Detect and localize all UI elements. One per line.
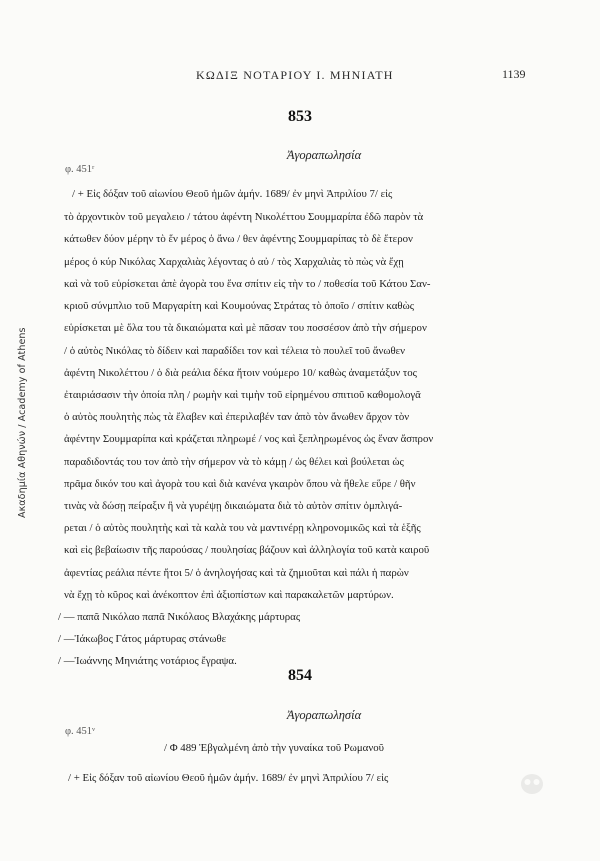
body-line: παραδιδοντάς του τον ἀπὸ τὴν σήμερον νὰ τὸ κάμῃ / ὡς θέλει καὶ βούλεται ὡς	[64, 456, 404, 468]
page-number: 1139	[502, 67, 526, 81]
body-line: τὸ ἀρχοντικὸν τοῦ μεγαλειο / τάτου ἀφέντη Νικολέττου Σουμμαρίπα ἐδῶ παρὸν τὰ	[64, 211, 424, 223]
running-header-title: ΚΩΔΙΞ ΝΟΤΑΡΙΟΥ Ι. ΜΗΝΙΑΤΗ	[196, 68, 394, 82]
body-line: καὶ εἰς βεβαίωσιν τῆς παρούσας / πουλησίας βάζουν καὶ ἀλληλογία τοῦ κατὰ καιροῦ	[64, 544, 430, 556]
body-line: κριοῦ σύνμπλιο τοῦ Μαργαρίτη καὶ Κουμούνας Στράτας τὸ ὁποῖο / σπίτιν καθὼς	[64, 300, 414, 312]
body-line: ἐταιριάσασιν τὴν ὁποία πλη / ρωμὴν καὶ τιμὴν τοῦ εἰρημένου σπιτιοῦ καθομολογᾶ	[64, 389, 421, 401]
signature-line: / —Ἰάκωβος Γάτος μάρτυρας στάνωθε	[58, 633, 227, 645]
body-line: μέρος ὁ κύρ Νικόλας Χαρχαλιὰς λέγοντας ὁ αὐ / τὸς Χαρχαλιὰς τὸ πὼς νὰ ἔχῃ	[64, 256, 404, 268]
folio-marker-853: φ. 451ʳ	[65, 164, 95, 175]
body-line: / + Εἰς δόξαν τοῦ αἰωνίου Θεοῦ ἡμῶν ἀμήν. 1689/ ἐν μηνὶ Ἀπριλίου 7/ εἰς	[72, 188, 393, 200]
body-line: καὶ νὰ τοῦ εὑρίσκεται ἀπὲ ἀγορὰ του ἕνα σπίτιν εἰς τὴν το / ποθεσία τοῦ Κάτου Σαν-	[64, 278, 431, 290]
body-line: ἀφέντην Σουμμαρίπα καὶ κράζεται πληρωμέ / νος καὶ ξεπληρωμένος ὡς ἕναν ἄσπρον	[64, 433, 434, 445]
owl-watermark-icon	[512, 770, 552, 796]
body-line: / + Εἰς δόξαν τοῦ αἰωνίου Θεοῦ ἡμῶν ἀμήν. 1689/ ἐν μηνὶ Ἀπριλίου 7/ εἰς	[68, 772, 389, 784]
body-line: / ὁ αὐτὸς Νικόλας τὸ δίδειν καὶ παραδίδει τον καὶ τέλεια τὸ πουλεῖ τοῦ ἄνωθεν	[64, 345, 406, 357]
folio-marker-854: φ. 451ᵛ	[65, 726, 96, 737]
document-page: Ακαδημία Αθηνών / Academy of Athens ΚΩΔΙΞ ΝΟΤΑΡΙΟΥ Ι. ΜΗΝΙΑΤΗ 1139 853 Ἀγοραπωλησία φ. 451ʳ / + Εἰς δόξαν τοῦ αἰωνίου Θεοῦ ἡμῶν ἀμήν. 1689/ ἐν μηνὶ Ἀπριλίου 7/ εἰς τὸ ἀρχοντικὸν τοῦ μεγαλειο / τάτου ἀφέντη Νικολέττου Σουμμαρίπα ἐδῶ παρὸν τὰ κάτωθεν δύον μέρην τὸ ἕν μέρος ὁ ἄνω / θεν ἀφέντης Σουμμαρίπας τὸ δὲ ἕτερον μέρος ὁ κύρ Νικόλας Χαρχαλιὰς λέγοντας ὁ αὐ / τὸς Χαρχαλιὰς τὸ πὼς νὰ ἔχῃ καὶ νὰ τοῦ εὑρίσκεται ἀπὲ ἀγορὰ του ἕνα σπίτιν εἰς τὴν το / ποθεσία τοῦ Κάτου Σαν- κριοῦ σύνμπλιο τοῦ Μαργαρίτη καὶ Κουμούνας Στράτας τὸ ὁποῖο / σπίτιν καθὼς εὑρίσκεται μὲ ὅλα του τὰ δικαιώματα καὶ μὲ πᾶσαν του ποσσέσον ἀπὸ τὴν σήμερον / ὁ αὐτὸς Νικόλας τὸ δίδειν καὶ παραδίδει τον καὶ τέλεια τὸ πουλεῖ τοῦ ἄνωθεν ἀφέντη Νικολέττου / ὁ διὰ ρεάλια δέκα ἤτοιν νούμερο 10/ καθὼς ἀναμετάξυν τος ἐταιριάσασιν τὴν ὁποία πλη / ρωμὴν καὶ τιμὴν τοῦ εἰρημένου σπιτιοῦ καθομολογᾶ ὁ αὐτὸς πουλητὴς πὼς τὰ ἔλαβεν καὶ ἐπεριλαβέν ταν ἀπὸ τὸν ἄνωθεν ἄρχον τὸν ἀφέντην Σουμμαρίπα καὶ κράζεται πληρωμέ / νος καὶ ξεπληρωμένος ὡς ἕναν ἄσπρον παραδιδοντάς του τον ἀπὸ τὴν σήμερον νὰ τὸ κάμῃ / ὡς θέλει καὶ βούλεται ὡς πρᾶμα δικόν του καὶ ἀγορὰ του καὶ διὰ κανένα γκαιρὸν ὅπου νὰ ἤθελε εὕρε / θῆν τινὰς νὰ δώσῃ πείραξιν ἢ νὰ γυρέψῃ δικαιώματα διὰ τὸ αὐτὸν σπίτιν ὀμπλιγά- ρεται / ὁ αὐτὸς πουλητὴς καὶ τὰ καλὰ του νὰ μαντινέρῃ κληρονομικῶς καὶ τὰ ἑξῆς καὶ εἰς βεβαίωσιν τῆς παρούσας / πουλησίας βάζουν καὶ ἀλληλογία τοῦ κατὰ καιροῦ ἀφεντίας ρεάλια πέντε ἤτοι 5/ ὁ ἀνηλογήσας καὶ τὰ ζημιοῦται καὶ πάλι ἡ παρὼν νὰ ἔχῃ τὸ κῦρος καὶ ἀνέκοπτον ἐπὶ ἀξιοπίστων καὶ παρακαλετῶν μαρτύρων. / — παπᾶ Νικόλαο παπᾶ Νικόλαος Βλαχάκης μάρτυρας / —Ἰάκωβος Γάτος μάρτυρας στάνωθε / —Ἰωάννης Μηνιάτης νοτάριος ἔγραψα. 854 Ἀγοραπωλησία φ. 451ᵛ / Φ 489 Ἐβγαλμένη ἀπὸ τὴν γυναίκα τοῦ Ρωμανοῦ / + Εἰς δόξαν τοῦ αἰωνίου Θεοῦ ἡμῶν ἀμήν. 1689/ ἐν μηνὶ Ἀπριλίου 7/ εἰς	[0, 0, 600, 861]
signature-line: / —Ἰωάννης Μηνιάτης νοτάριος ἔγραψα.	[58, 655, 237, 667]
extraction-note-854: / Φ 489 Ἐβγαλμένη ἀπὸ τὴν γυναίκα τοῦ Ρωμανοῦ	[164, 742, 384, 754]
body-line: τινὰς νὰ δώσῃ πείραξιν ἢ νὰ γυρέψῃ δικαιώματα διὰ τὸ αὐτὸν σπίτιν ὀμπλιγά-	[64, 500, 403, 512]
body-line: ρεται / ὁ αὐτὸς πουλητὴς καὶ τὰ καλὰ του νὰ μαντινέρῃ κληρονομικῶς καὶ τὰ ἑξῆς	[64, 522, 421, 534]
body-line: ἀφέντη Νικολέττου / ὁ διὰ ρεάλια δέκα ἤτοιν νούμερο 10/ καθὼς ἀναμετάξυν τος	[64, 367, 417, 379]
body-line: εὑρίσκεται μὲ ὅλα του τὰ δικαιώματα καὶ μὲ πᾶσαν του ποσσέσον ἀπὸ τὴν σήμερον	[64, 322, 427, 334]
body-line: κάτωθεν δύον μέρην τὸ ἕν μέρος ὁ ἄνω / θεν ἀφέντης Σουμμαρίπας τὸ δὲ ἕτερον	[64, 233, 413, 245]
body-line: ἀφεντίας ρεάλια πέντε ἤτοι 5/ ὁ ἀνηλογήσας καὶ τὰ ζημιοῦται καὶ πάλι ἡ παρὼν	[64, 567, 409, 579]
document-heading-854: Ἀγοραπωλησία	[286, 708, 362, 722]
document-number-854: 854	[288, 667, 312, 684]
document-number-853: 853	[288, 108, 312, 125]
body-line: πρᾶμα δικόν του καὶ ἀγορὰ του καὶ διὰ κανένα γκαιρὸν ὅπου νὰ ἤθελε εὕρε / θῆν	[64, 478, 416, 490]
document-heading-853: Ἀγοραπωλησία	[286, 148, 362, 162]
body-line: νὰ ἔχῃ τὸ κῦρος καὶ ἀνέκοπτον ἐπὶ ἀξιοπίστων καὶ παρακαλετῶν μαρτύρων.	[64, 589, 394, 601]
body-line: ὁ αὐτὸς πουλητὴς πὼς τὰ ἔλαβεν καὶ ἐπεριλαβέν ταν ἀπὸ τὸν ἄνωθεν ἄρχον τὸν	[64, 411, 410, 423]
signature-line: / — παπᾶ Νικόλαο παπᾶ Νικόλαος Βλαχάκης μάρτυρας	[58, 611, 301, 623]
